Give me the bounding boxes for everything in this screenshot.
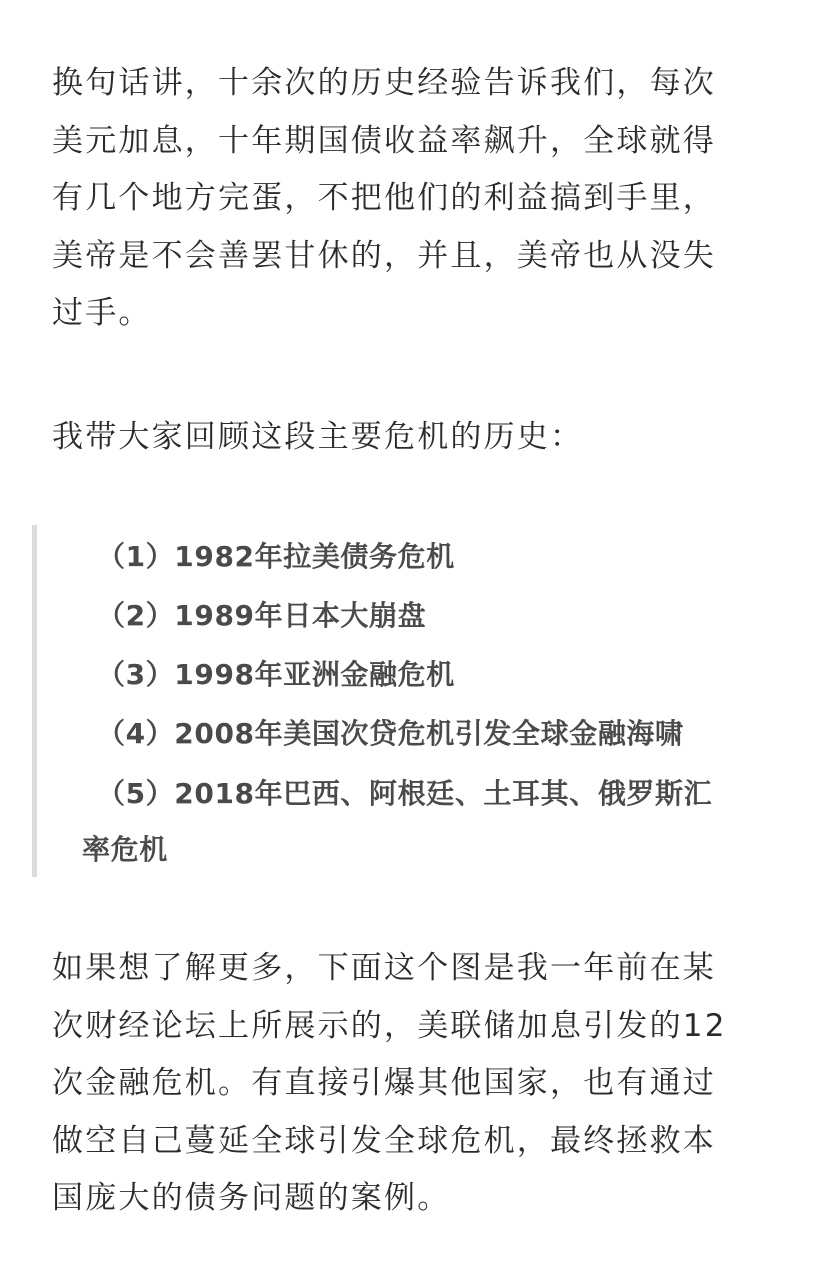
text-line: 做空自己蔓延全球引发全球危机，最终拯救本 <box>52 1122 716 1159</box>
crisis-list-item: （2）1989年日本大崩盘 <box>97 599 427 632</box>
text-line: 次财经论坛上所展示的，美联储加息引发的12 <box>52 1007 727 1044</box>
paragraph-history-lesson <box>52 55 768 343</box>
crisis-list-item: （5）2018年巴西、阿根廷、土耳其、俄罗斯汇 <box>97 777 713 810</box>
crisis-list-item: （1）1982年拉美债务危机 <box>97 540 455 573</box>
crisis-list-item: （4）2008年美国次贷危机引发全球金融海啸 <box>97 717 684 750</box>
text-line: 换句话讲，十余次的历史经验告诉我们，每次 <box>52 65 716 101</box>
crisis-list-item-continuation: 率危机 <box>82 833 168 866</box>
text-line: 有几个地方完蛋，不把他们的利益搞到手里， <box>52 180 716 216</box>
text-line: 如果想了解更多，下面这个图是我一年前在某 <box>52 950 716 986</box>
crisis-list-item: （3）1998年亚洲金融危机 <box>97 658 455 691</box>
text-line: 过手。 <box>52 295 152 331</box>
text-line: 美元加息，十年期国债收益率飙升，全球就得 <box>52 122 716 159</box>
paragraph-forum-chart <box>52 940 768 1228</box>
text-line: 次金融危机。有直接引爆其他国家，也有通过 <box>52 1065 716 1101</box>
text-line: 我带大家回顾这段主要危机的历史： <box>52 419 584 455</box>
paragraph-review-intro <box>52 409 768 467</box>
text-line: 国庞大的债务问题的案例。 <box>52 1180 451 1216</box>
crisis-list-blockquote <box>32 525 792 877</box>
text-line: 美帝是不会善罢甘休的，并且，美帝也从没失 <box>52 237 716 274</box>
